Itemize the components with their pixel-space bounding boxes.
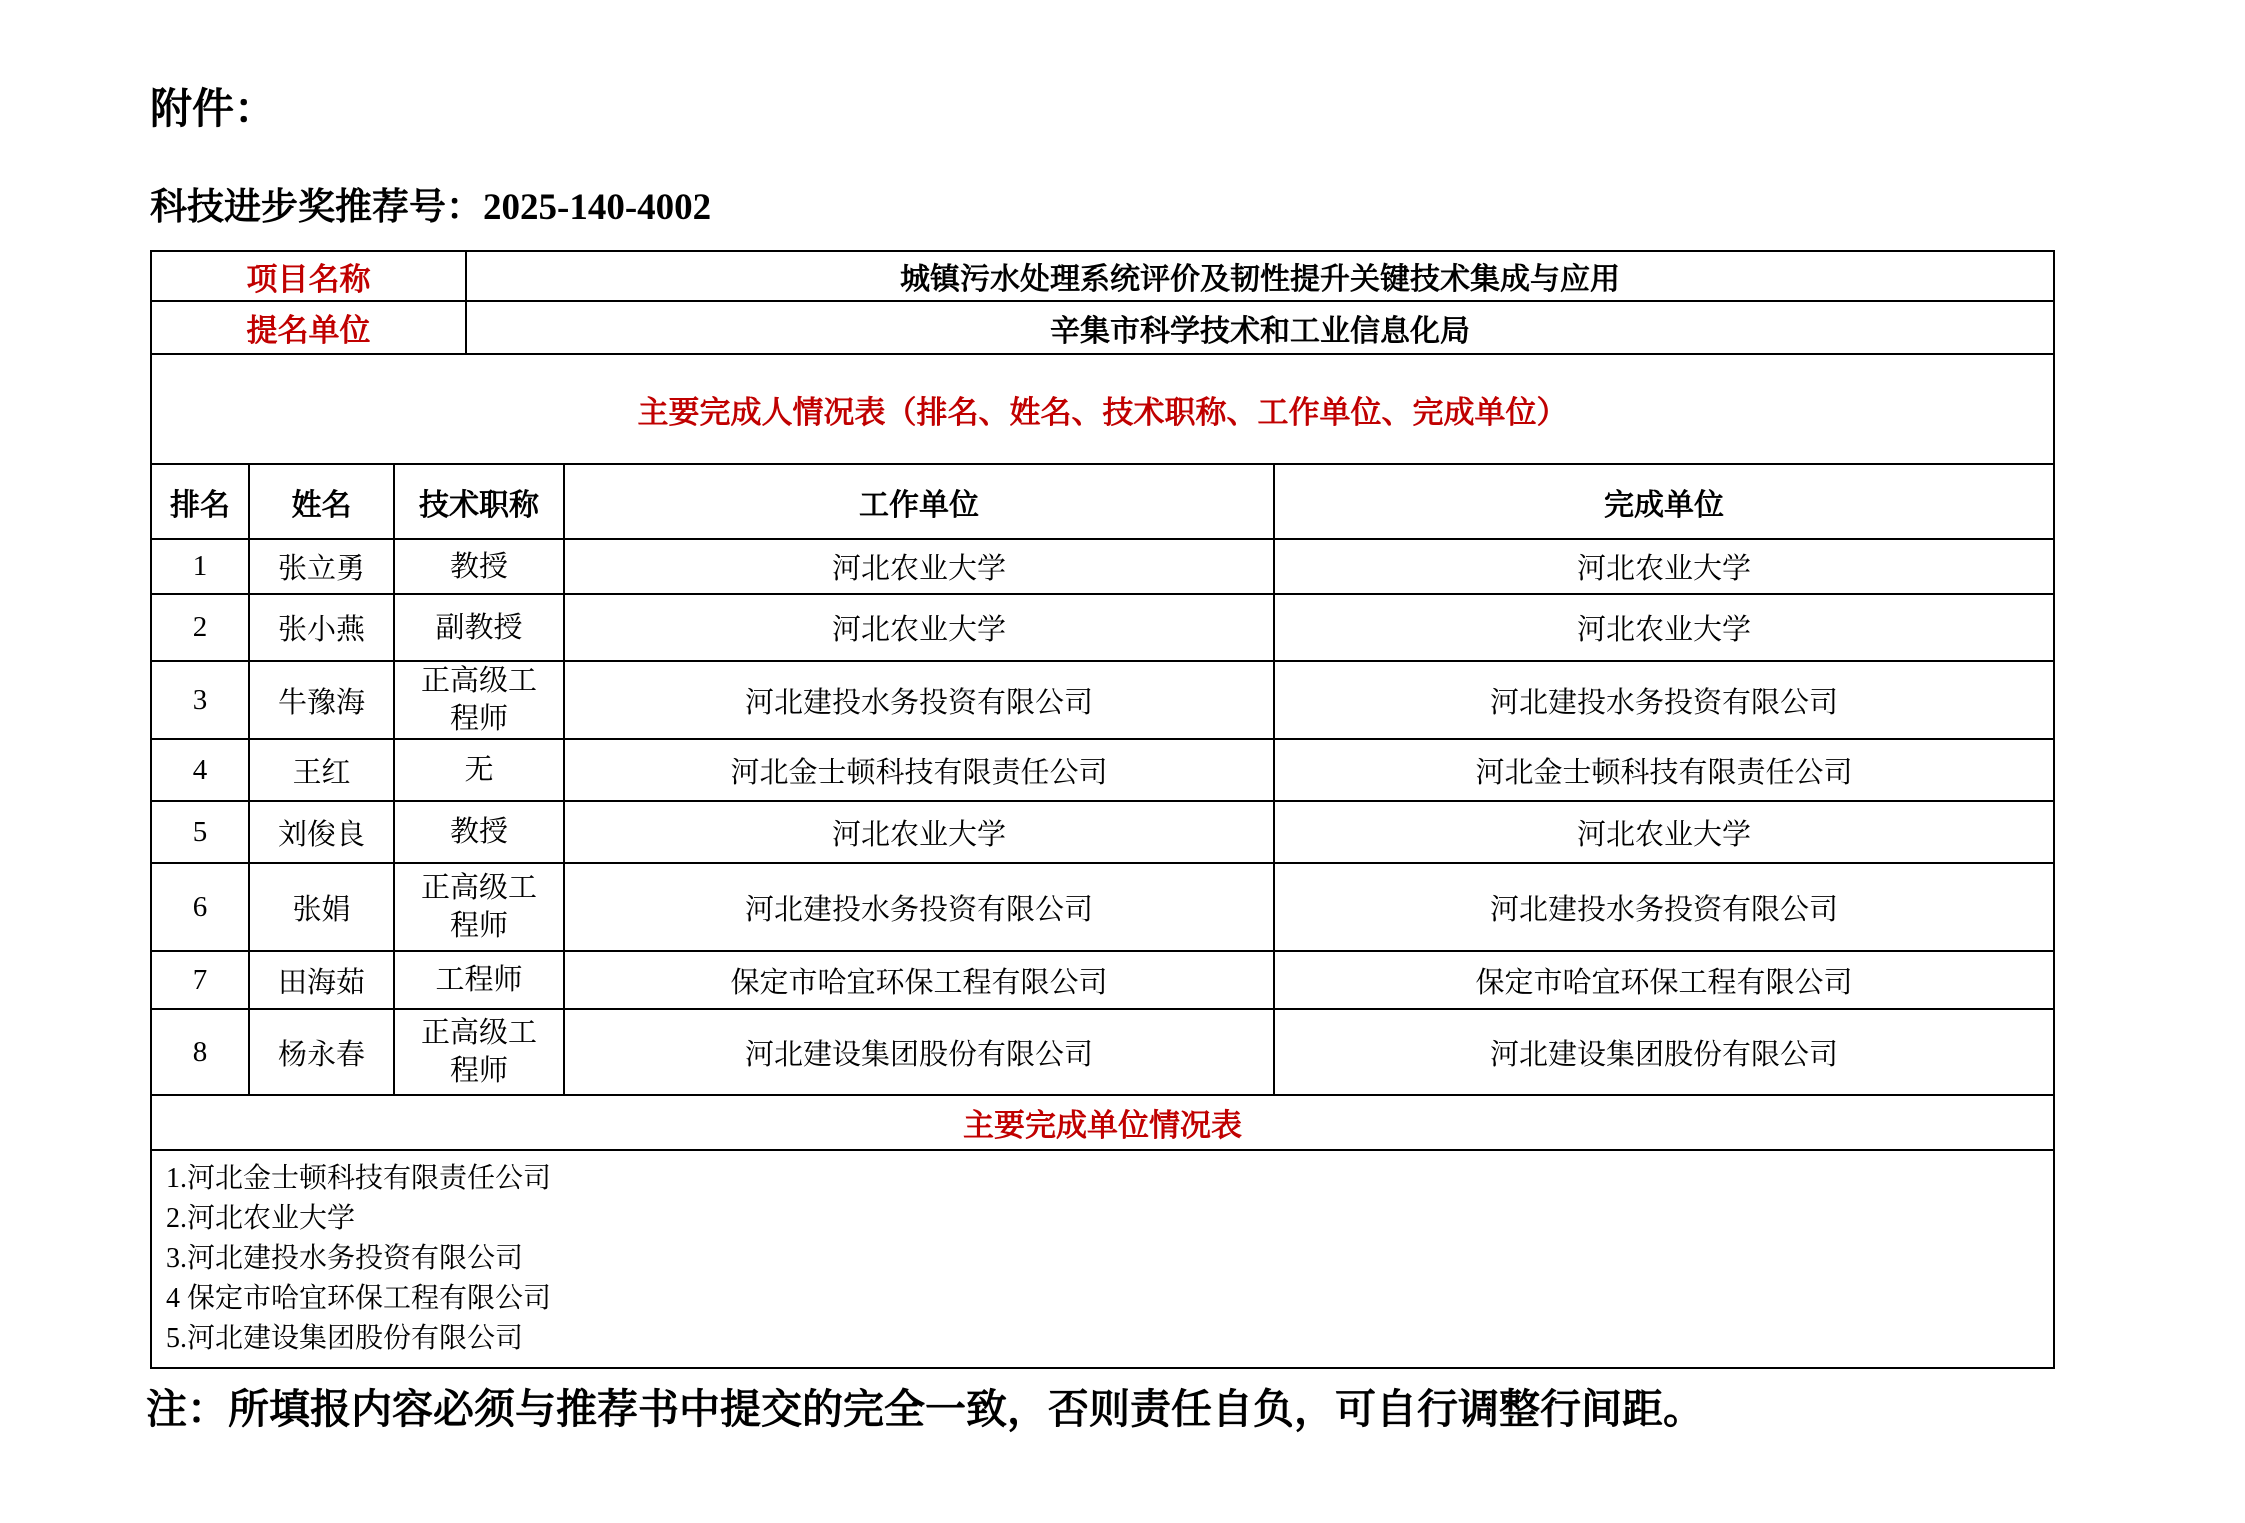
- units-list-row: [151, 1150, 2054, 1368]
- nominator-row: [151, 301, 2054, 354]
- cell-rank: 1: [151, 539, 249, 594]
- header-rank: 排名: [151, 464, 249, 539]
- cell-title: 正高级工程师: [394, 1009, 564, 1095]
- person-row: [151, 539, 2054, 594]
- units-table-title: 主要完成单位情况表: [151, 1095, 2054, 1150]
- cell-title: 工程师: [394, 951, 564, 1009]
- header-completion-unit: 完成单位: [1274, 464, 2054, 539]
- cell-title: 无: [394, 739, 564, 801]
- cell-completion-unit: 河北建投水务投资有限公司: [1274, 863, 2054, 951]
- completers-table-title: 主要完成人情况表（排名、姓名、技术职称、工作单位、完成单位）: [151, 354, 2054, 464]
- cell-name: 王红: [249, 739, 394, 801]
- cell-title: 教授: [394, 539, 564, 594]
- cell-title: 教授: [394, 801, 564, 863]
- project-name-row: [151, 251, 2054, 301]
- units-title-row: [151, 1095, 2054, 1150]
- cell-work-unit: 河北农业大学: [564, 801, 1274, 863]
- cell-completion-unit: 河北农业大学: [1274, 539, 2054, 594]
- nominator-value: 辛集市科学技术和工业信息化局: [466, 301, 2054, 354]
- units-list: [151, 1150, 2054, 1368]
- cell-work-unit: 河北金士顿科技有限责任公司: [564, 739, 1274, 801]
- unit-item: 2.河北农业大学: [166, 1203, 356, 1234]
- project-info-table: [150, 250, 2055, 355]
- cell-work-unit: 河北建投水务投资有限公司: [564, 661, 1274, 739]
- cell-completion-unit: 河北建投水务投资有限公司: [1274, 661, 2054, 739]
- cell-name: 张娟: [249, 863, 394, 951]
- cell-rank: 3: [151, 661, 249, 739]
- completers-table: [150, 353, 2055, 1369]
- award-form: [150, 250, 2053, 1369]
- cell-name: 牛豫海: [249, 661, 394, 739]
- person-row: [151, 801, 2054, 863]
- attachment-label: 附件：: [150, 87, 277, 133]
- cell-rank: 2: [151, 594, 249, 661]
- cell-rank: 7: [151, 951, 249, 1009]
- cell-name: 田海茹: [249, 951, 394, 1009]
- cell-title: 副教授: [394, 594, 564, 661]
- unit-item: 1.河北金士顿科技有限责任公司: [166, 1163, 552, 1194]
- cell-name: 张立勇: [249, 539, 394, 594]
- cell-rank: 6: [151, 863, 249, 951]
- recommendation-line: [150, 176, 711, 230]
- cell-rank: 4: [151, 739, 249, 801]
- project-name-label: 项目名称: [151, 251, 466, 301]
- cell-name: 刘俊良: [249, 801, 394, 863]
- cell-work-unit: 保定市哈宜环保工程有限公司: [564, 951, 1274, 1009]
- cell-name: 杨永春: [249, 1009, 394, 1095]
- completers-title-row: [151, 354, 2054, 464]
- cell-completion-unit: 保定市哈宜环保工程有限公司: [1274, 951, 2054, 1009]
- cell-rank: 8: [151, 1009, 249, 1095]
- cell-name: 张小燕: [249, 594, 394, 661]
- cell-work-unit: 河北农业大学: [564, 594, 1274, 661]
- recommendation-label: 科技进步奖推荐号：: [150, 187, 483, 228]
- cell-rank: 5: [151, 801, 249, 863]
- cell-completion-unit: 河北建设集团股份有限公司: [1274, 1009, 2054, 1095]
- unit-item: 3.河北建投水务投资有限公司: [166, 1243, 524, 1274]
- unit-item: 4 保定市哈宜环保工程有限公司: [166, 1283, 552, 1314]
- person-row: [151, 594, 2054, 661]
- cell-title: 正高级工程师: [394, 863, 564, 951]
- header-title: 技术职称: [394, 464, 564, 539]
- cell-work-unit: 河北建设集团股份有限公司: [564, 1009, 1274, 1095]
- header-name: 姓名: [249, 464, 394, 539]
- cell-work-unit: 河北建投水务投资有限公司: [564, 863, 1274, 951]
- header-work-unit: 工作单位: [564, 464, 1274, 539]
- person-row: [151, 661, 2054, 739]
- completers-header-row: [151, 464, 2054, 539]
- person-row: [151, 863, 2054, 951]
- recommendation-number: 2025-140-4002: [483, 187, 712, 228]
- person-row: [151, 739, 2054, 801]
- note-text: 注：所填报内容必须与推荐书中提交的完全一致，否则责任自负，可自行调整行间距。: [146, 1386, 1704, 1432]
- cell-completion-unit: 河北农业大学: [1274, 594, 2054, 661]
- unit-item: 5.河北建设集团股份有限公司: [166, 1323, 524, 1354]
- cell-completion-unit: 河北金士顿科技有限责任公司: [1274, 739, 2054, 801]
- cell-title: 正高级工程师: [394, 661, 564, 739]
- person-row: [151, 951, 2054, 1009]
- cell-completion-unit: 河北农业大学: [1274, 801, 2054, 863]
- project-name-value: 城镇污水处理系统评价及韧性提升关键技术集成与应用: [466, 251, 2054, 301]
- nominator-label: 提名单位: [151, 301, 466, 354]
- person-row: [151, 1009, 2054, 1095]
- cell-work-unit: 河北农业大学: [564, 539, 1274, 594]
